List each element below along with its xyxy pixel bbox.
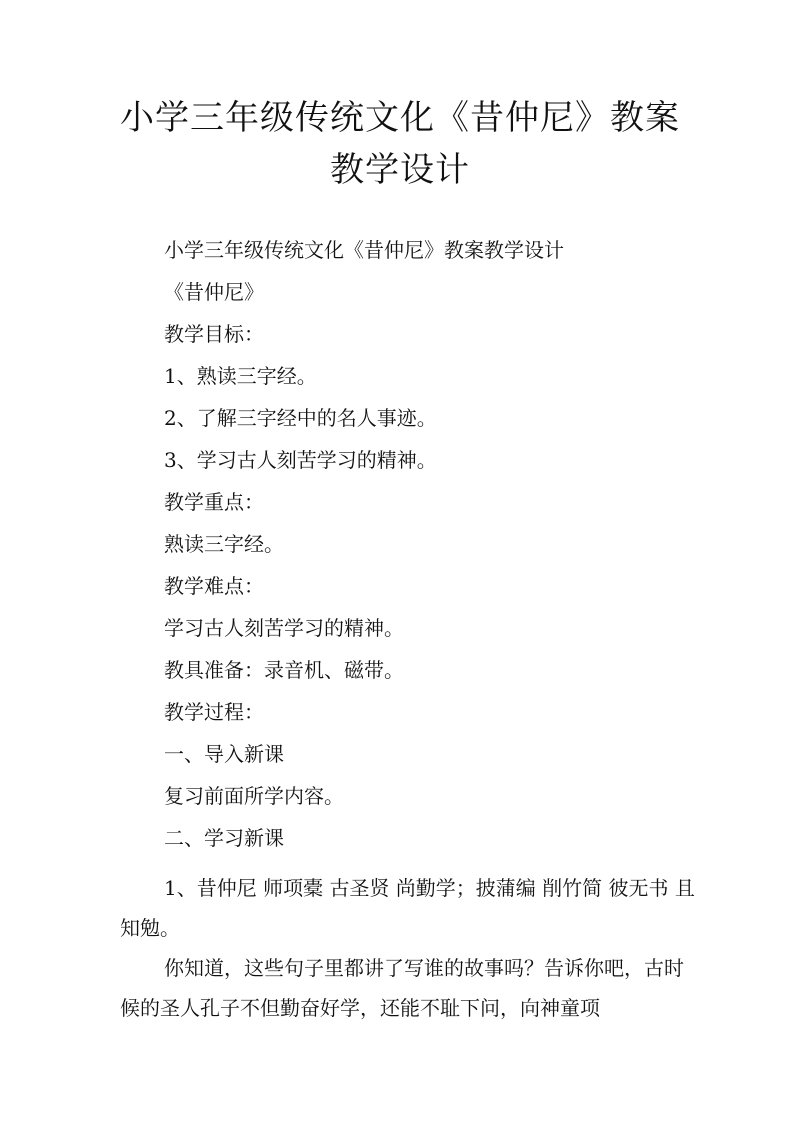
paragraph-subtitle: 小学三年级传统文化《昔仲尼》教案教学设计 [164,238,564,262]
document-body [120,238,695,1028]
paragraph-section-1: 一、导入新课 [164,742,284,766]
paragraph-key-points-heading: 教学重点： [164,490,264,514]
paragraph-text-quote: 1、昔仲尼 师项橐 古圣贤 尚勤学；披蒲编 削竹简 彼无书 且知勉。 [120,876,695,940]
paragraph-objective-2: 2、了解三字经中的名人事迹。 [164,406,437,430]
paragraph-difficulties: 学习古人刻苦学习的精神。 [164,616,404,640]
paragraph-process-heading: 教学过程： [164,700,264,724]
paragraph-section-2: 二、学习新课 [164,826,284,850]
paragraph-lesson-name: 《昔仲尼》 [164,280,264,304]
paragraph-difficulties-heading: 教学难点： [164,574,264,598]
paragraph-objective-3: 3、学习古人刻苦学习的精神。 [164,448,437,472]
paragraph-objective-1: 1、熟读三字经。 [164,364,317,388]
document-title: 小学三年级传统文化《昔仲尼》教案教学设计 [120,98,680,190]
paragraph-objectives-heading: 教学目标： [164,322,264,346]
paragraph-explanation: 你知道，这些句子里都讲了写谁的故事吗？告诉你吧，古时候的圣人孔子不但勤奋好学，还能不耻下问，向神童项 [120,956,684,1020]
paragraph-key-points: 熟读三字经。 [164,532,284,556]
paragraph-materials: 教具准备：录音机、磁带。 [164,658,404,682]
paragraph-review: 复习前面所学内容。 [164,784,344,808]
